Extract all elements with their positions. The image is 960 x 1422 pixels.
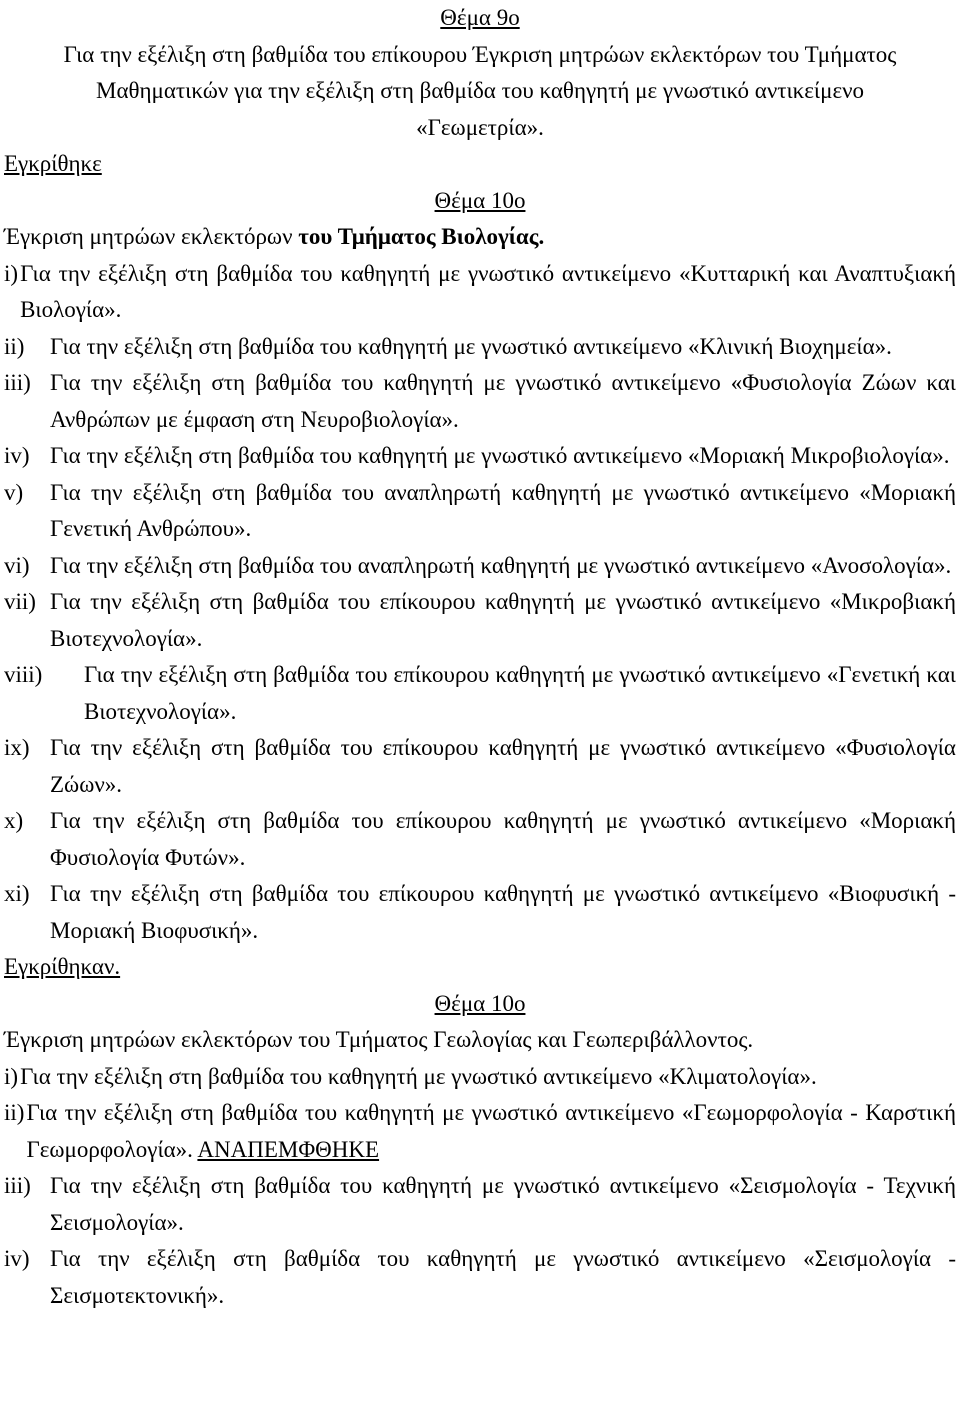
list-item (4, 803, 956, 876)
list-item-text: Για την εξέλιξη στη βαθμίδα του καθηγητή με γνωστικό αντικείμενο «Σεισμολογία - Σεισμοτεκτονική». (50, 1246, 956, 1308)
list-item (4, 438, 956, 475)
list-item-text: Για την εξέλιξη στη βαθμίδα του καθηγητή με γνωστικό αντικείμενο «Κλινική Βιοχημεία». (50, 333, 892, 359)
section-10a-title: Θέμα 10ο (434, 187, 526, 213)
list-item-text: Για την εξέλιξη στη βαθμίδα του καθηγητή με γνωστικό αντικείμενο «Μοριακή Μικροβιολογία». (50, 443, 950, 468)
section-9-title: Θέμα 9ο (440, 5, 520, 30)
list-item-text: Για την εξέλιξη στη βαθμίδα του επίκουρου καθηγητή με γνωστικό αντικείμενο «Μικροβιακή Βιοτεχνολογία». (50, 589, 956, 651)
section-10a-intro-bold: του Τμήματος Βιολογίας. (298, 224, 545, 249)
list-item-text-wrap (26, 1095, 956, 1168)
list-item (4, 657, 956, 730)
list-item (4, 329, 956, 366)
list-item-label: i) (4, 1063, 19, 1089)
list-item-text: Για την εξέλιξη στη βαθμίδα του επίκουρου καθηγητή με γνωστικό αντικείμενο «Μοριακή Φυσιολογία Φυτών». (50, 808, 956, 870)
list-item-text: Για την εξέλιξη στη βαθμίδα του επίκουρου καθηγητή με γνωστικό αντικείμενο «Βιοφυσική - Μοριακή Βιοφυσική». (50, 881, 956, 943)
list-item-label: x) (4, 808, 24, 833)
list-item-label: iv) (4, 1246, 30, 1271)
list-item-label: iii) (4, 1173, 31, 1198)
list-item-label: v) (4, 479, 24, 505)
list-item (4, 548, 956, 585)
list-item-text: Για την εξέλιξη στη βαθμίδα του καθηγητή με γνωστικό αντικείμενο «Φυσιολογία Ζώων και Ανθρώπων με έμφαση στη Νευροβιολογία». (50, 370, 956, 432)
list-item (4, 256, 956, 329)
section-10a-intro (4, 219, 956, 256)
list-item (4, 475, 956, 548)
list-item (4, 876, 956, 949)
list-item (4, 1095, 956, 1168)
list-item-text: Για την εξέλιξη στη βαθμίδα του αναπληρωτή καθηγητή με γνωστικό αντικείμενο «Ανοσολογία». (50, 552, 952, 578)
section-10b-intro: Έγκριση μητρώων εκλεκτόρων του Τμήματος Γεωλογίας και Γεωπεριβάλλοντος. (4, 1027, 754, 1052)
list-item-label: iv) (4, 443, 30, 468)
list-item-text: Για την εξέλιξη στη βαθμίδα του καθηγητή με γνωστικό αντικείμενο «Κυτταρική και Αναπτυξιακή Βιολογία». (20, 260, 956, 322)
list-item-text: Για την εξέλιξη στη βαθμίδα του καθηγητή με γνωστικό αντικείμενο «Γεωμορφολογία - Καρστική Γεωμορφολογία». (26, 1100, 956, 1162)
list-item-text: Για την εξέλιξη στη βαθμίδα του επίκουρου καθηγητή με γνωστικό αντικείμενο «Φυσιολογία Ζώων». (50, 735, 956, 797)
list-item-label: viii) (4, 662, 43, 687)
list-item-label: ii) (4, 333, 25, 359)
list-item-label: xi) (4, 881, 30, 906)
section-10b-title: Θέμα 10ο (434, 990, 526, 1016)
list-item-label: i) (4, 260, 19, 286)
list-item (4, 365, 956, 438)
section-10a-decision: Εγκρίθηκαν. (4, 954, 121, 979)
list-item (4, 1059, 956, 1096)
section-9-body: Για την εξέλιξη στη βαθμίδα του επίκουρου Έγκριση μητρώων εκλεκτόρων του Τμήματος Μαθηματικών για την εξέλιξη στη βαθμίδα του καθηγητή με γνωστικό αντικείμενο «Γεωμετρία». (63, 41, 897, 140)
list-item-label: vi) (4, 552, 30, 578)
list-item-label: vii) (4, 589, 36, 614)
section-9-decision: Εγκρίθηκε (4, 151, 102, 176)
list-item-label: ix) (4, 735, 30, 760)
status-note: ΑΝΑΠΕΜΦΘΗΚΕ (197, 1136, 380, 1162)
list-item (4, 1241, 956, 1314)
list-item (4, 730, 956, 803)
list-item-text: Για την εξέλιξη στη βαθμίδα του καθηγητή με γνωστικό αντικείμενο «Κλιματολογία». (20, 1063, 817, 1089)
section-10a-intro-plain: Έγκριση μητρώων εκλεκτόρων (4, 224, 299, 249)
list-item-text: Για την εξέλιξη στη βαθμίδα του καθηγητή με γνωστικό αντικείμενο «Σεισμολογία - Τεχνική Σεισμολογία». (50, 1173, 956, 1235)
list-item-label: ii) (4, 1100, 25, 1125)
list-item (4, 1168, 956, 1241)
list-item-label: iii) (4, 370, 31, 395)
list-item-text: Για την εξέλιξη στη βαθμίδα του αναπληρωτή καθηγητή με γνωστικό αντικείμενο «Μοριακή Γενετική Ανθρώπου». (50, 479, 956, 541)
list-item-text: Για την εξέλιξη στη βαθμίδα του επίκουρου καθηγητή με γνωστικό αντικείμενο «Γενετική και Βιοτεχνολογία». (84, 662, 956, 724)
list-item (4, 584, 956, 657)
